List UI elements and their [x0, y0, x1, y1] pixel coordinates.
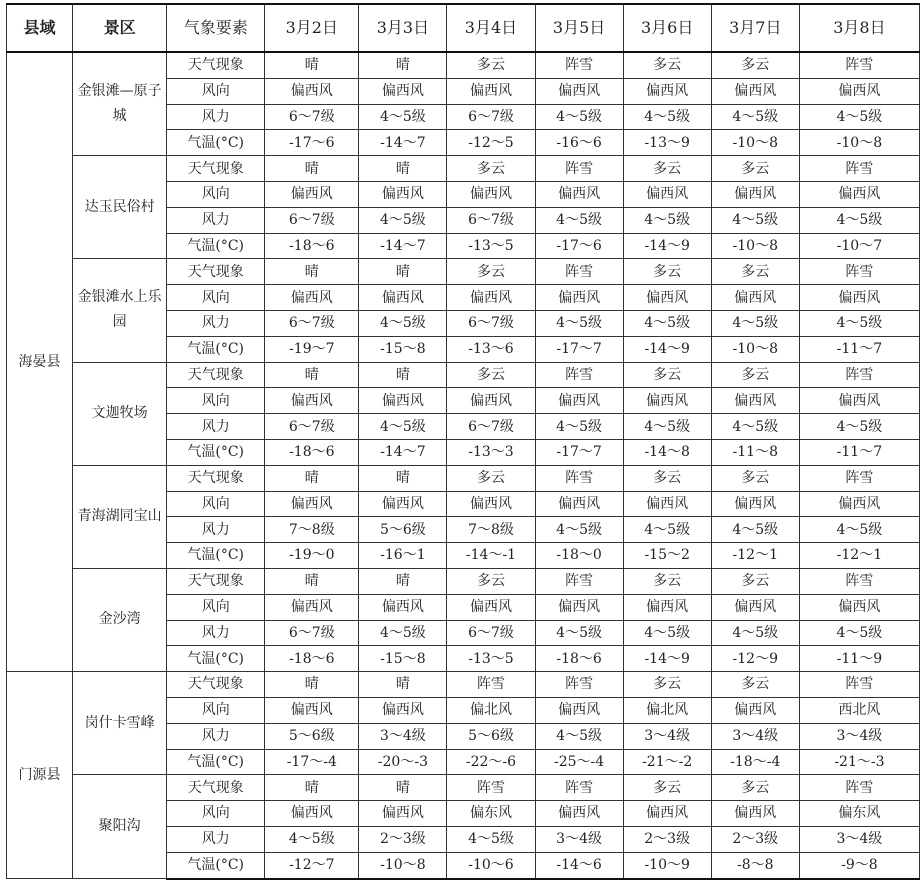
temperature-cell: -15～2	[623, 543, 711, 569]
wind-force-cell: 6～7级	[447, 310, 535, 336]
wind-force-cell: 4～5级	[623, 620, 711, 646]
wind-direction-cell: 偏西风	[535, 594, 623, 620]
temperature-cell: -10～6	[447, 852, 535, 878]
wind-direction-cell: 偏西风	[359, 78, 447, 104]
temperature-cell: -13～5	[447, 646, 535, 672]
weather-cell: 阵雪	[799, 362, 919, 388]
weather-cell: 阵雪	[535, 672, 623, 698]
element-label-wind-force: 风力	[167, 310, 265, 336]
temperature-cell: -10～8	[711, 130, 799, 156]
weather-cell: 多云	[623, 672, 711, 698]
weather-row	[7, 465, 920, 491]
wind-force-cell: 4～5级	[359, 104, 447, 130]
weather-cell: 阵雪	[799, 52, 919, 78]
wind-direction-cell: 偏西风	[711, 181, 799, 207]
element-label-wind-force: 风力	[167, 723, 265, 749]
header-date: 3月6日	[623, 4, 711, 52]
weather-cell: 晴	[359, 568, 447, 594]
weather-cell: 晴	[359, 52, 447, 78]
temperature-cell: -10～8	[711, 233, 799, 259]
wind-direction-cell: 偏西风	[535, 697, 623, 723]
weather-row	[7, 259, 920, 285]
weather-cell: 晴	[359, 775, 447, 801]
temperature-cell: -14～-1	[447, 543, 535, 569]
wind-force-cell: 4～5级	[359, 414, 447, 440]
temperature-cell: -22～-6	[447, 749, 535, 775]
wind-direction-cell: 偏西风	[265, 801, 359, 827]
wind-direction-cell: 偏西风	[359, 491, 447, 517]
element-label-weather: 天气现象	[167, 568, 265, 594]
wind-force-cell: 4～5级	[535, 723, 623, 749]
element-label-wind-direction: 风向	[167, 697, 265, 723]
header-county: 县域	[7, 4, 73, 52]
wind-force-cell: 3～4级	[623, 723, 711, 749]
wind-force-cell: 4～5级	[265, 826, 359, 852]
wind-force-cell: 3～4级	[535, 826, 623, 852]
temperature-cell: -18～6	[535, 646, 623, 672]
wind-direction-cell: 偏西风	[799, 285, 919, 311]
weather-cell: 多云	[623, 52, 711, 78]
weather-cell: 晴	[265, 775, 359, 801]
weather-cell: 阵雪	[447, 775, 535, 801]
temperature-cell: -13～6	[447, 336, 535, 362]
temperature-cell: -21～-3	[799, 749, 919, 775]
wind-direction-cell: 偏西风	[799, 594, 919, 620]
element-label-weather: 天气现象	[167, 156, 265, 182]
weather-cell: 阵雪	[799, 465, 919, 491]
weather-cell: 多云	[711, 775, 799, 801]
weather-cell: 多云	[623, 465, 711, 491]
element-label-wind-force: 风力	[167, 207, 265, 233]
weather-cell: 多云	[447, 156, 535, 182]
wind-direction-cell: 偏西风	[535, 388, 623, 414]
wind-direction-cell: 偏西风	[447, 285, 535, 311]
wind-force-cell: 6～7级	[265, 104, 359, 130]
wind-force-cell: 4～5级	[711, 310, 799, 336]
element-label-weather: 天气现象	[167, 672, 265, 698]
wind-direction-cell: 偏西风	[265, 491, 359, 517]
wind-direction-cell: 偏西风	[265, 181, 359, 207]
temperature-cell: -10～9	[623, 852, 711, 878]
element-label-temperature: 气温(°C)	[167, 852, 265, 878]
header-element: 气象要素	[167, 4, 265, 52]
wind-direction-cell: 偏西风	[447, 181, 535, 207]
temperature-cell: -17～6	[265, 130, 359, 156]
weather-cell: 阵雪	[535, 52, 623, 78]
wind-direction-cell: 偏西风	[447, 388, 535, 414]
wind-direction-cell: 偏西风	[359, 594, 447, 620]
temperature-cell: -13～5	[447, 233, 535, 259]
element-label-wind-direction: 风向	[167, 78, 265, 104]
temperature-cell: -15～8	[359, 336, 447, 362]
wind-direction-cell: 偏西风	[535, 285, 623, 311]
wind-force-cell: 4～5级	[799, 207, 919, 233]
weather-cell: 阵雪	[535, 465, 623, 491]
wind-direction-cell: 偏西风	[711, 594, 799, 620]
wind-force-cell: 4～5级	[799, 104, 919, 130]
weather-cell: 晴	[265, 465, 359, 491]
temperature-cell: -12～7	[265, 852, 359, 878]
weather-cell: 晴	[265, 259, 359, 285]
weather-cell: 多云	[623, 775, 711, 801]
temperature-cell: -14～9	[623, 646, 711, 672]
weather-cell: 晴	[265, 52, 359, 78]
wind-direction-cell: 偏西风	[447, 491, 535, 517]
element-label-temperature: 气温(°C)	[167, 749, 265, 775]
element-label-weather: 天气现象	[167, 362, 265, 388]
wind-direction-cell: 偏西风	[359, 697, 447, 723]
header-date: 3月5日	[535, 4, 623, 52]
weather-row	[7, 672, 920, 698]
wind-force-cell: 4～5级	[359, 310, 447, 336]
wind-direction-cell: 偏西风	[623, 285, 711, 311]
wind-direction-cell: 偏西风	[623, 801, 711, 827]
county-name: 门源县	[7, 672, 73, 879]
temperature-cell: -11～7	[799, 336, 919, 362]
weather-cell: 多云	[447, 362, 535, 388]
wind-force-cell: 4～5级	[535, 517, 623, 543]
wind-direction-cell: 偏西风	[359, 181, 447, 207]
temperature-cell: -16～1	[359, 543, 447, 569]
wind-force-cell: 4～5级	[799, 414, 919, 440]
element-label-wind-force: 风力	[167, 104, 265, 130]
wind-force-cell: 7～8级	[265, 517, 359, 543]
wind-force-cell: 7～8级	[447, 517, 535, 543]
weather-row	[7, 568, 920, 594]
temperature-cell: -11～8	[711, 439, 799, 465]
temperature-cell: -12～5	[447, 130, 535, 156]
wind-force-cell: 4～5级	[711, 207, 799, 233]
element-label-wind-direction: 风向	[167, 285, 265, 311]
wind-force-cell: 4～5级	[623, 414, 711, 440]
weather-cell: 多云	[711, 568, 799, 594]
wind-force-cell: 6～7级	[447, 620, 535, 646]
weather-cell: 多云	[711, 465, 799, 491]
temperature-cell: -14～7	[359, 130, 447, 156]
scenic-spot-name: 达玉民俗村	[73, 156, 167, 259]
wind-force-cell: 2～3级	[711, 826, 799, 852]
wind-force-cell: 6～7级	[265, 620, 359, 646]
scenic-spot-name: 金银滩—原子城	[73, 52, 167, 156]
wind-force-cell: 3～4级	[799, 723, 919, 749]
element-label-wind-direction: 风向	[167, 491, 265, 517]
wind-force-cell: 6～7级	[265, 414, 359, 440]
temperature-cell: -12～1	[799, 543, 919, 569]
wind-force-cell: 4～5级	[799, 620, 919, 646]
element-label-temperature: 气温(°C)	[167, 646, 265, 672]
wind-direction-cell: 偏西风	[623, 388, 711, 414]
county-name: 海晏县	[7, 52, 73, 672]
weather-cell: 晴	[359, 259, 447, 285]
wind-force-cell: 2～3级	[359, 826, 447, 852]
temperature-cell: -17～-4	[265, 749, 359, 775]
wind-force-cell: 4～5级	[359, 620, 447, 646]
temperature-cell: -25～-4	[535, 749, 623, 775]
header-date: 3月8日	[799, 4, 919, 52]
temperature-cell: -20～-3	[359, 749, 447, 775]
temperature-cell: -8～8	[711, 852, 799, 878]
temperature-cell: -18～-4	[711, 749, 799, 775]
weather-cell: 多云	[711, 259, 799, 285]
wind-direction-cell: 偏西风	[799, 181, 919, 207]
wind-force-cell: 4～5级	[711, 517, 799, 543]
temperature-cell: -12～1	[711, 543, 799, 569]
table-header-row	[7, 4, 920, 52]
wind-force-cell: 3～4级	[359, 723, 447, 749]
wind-force-cell: 6～7级	[447, 414, 535, 440]
header-date: 3月4日	[447, 4, 535, 52]
wind-direction-cell: 偏西风	[711, 801, 799, 827]
temperature-cell: -19～0	[265, 543, 359, 569]
weather-cell: 阵雪	[447, 672, 535, 698]
temperature-cell: -17～7	[535, 336, 623, 362]
weather-cell: 晴	[359, 672, 447, 698]
wind-direction-cell: 偏西风	[535, 78, 623, 104]
wind-direction-cell: 偏西风	[265, 285, 359, 311]
weather-row	[7, 52, 920, 78]
scenic-spot-name: 聚阳沟	[73, 775, 167, 879]
temperature-cell: -10～7	[799, 233, 919, 259]
temperature-cell: -10～8	[799, 130, 919, 156]
wind-force-cell: 4～5级	[623, 517, 711, 543]
weather-cell: 晴	[359, 465, 447, 491]
temperature-cell: -15～8	[359, 646, 447, 672]
weather-cell: 多云	[711, 156, 799, 182]
weather-cell: 多云	[623, 156, 711, 182]
wind-direction-cell: 偏西风	[623, 594, 711, 620]
element-label-temperature: 气温(°C)	[167, 543, 265, 569]
temperature-cell: -19～7	[265, 336, 359, 362]
temperature-cell: -14～7	[359, 439, 447, 465]
weather-row	[7, 156, 920, 182]
weather-cell: 阵雪	[799, 259, 919, 285]
weather-forecast-table	[6, 3, 920, 880]
wind-direction-cell: 偏西风	[359, 388, 447, 414]
element-label-temperature: 气温(°C)	[167, 336, 265, 362]
temperature-cell: -14～9	[623, 233, 711, 259]
wind-direction-cell: 偏西风	[623, 78, 711, 104]
element-label-wind-direction: 风向	[167, 801, 265, 827]
scenic-spot-name: 金银滩水上乐园	[73, 259, 167, 362]
weather-row	[7, 775, 920, 801]
wind-direction-cell: 偏西风	[711, 491, 799, 517]
temperature-cell: -17～6	[535, 233, 623, 259]
temperature-cell: -18～6	[265, 233, 359, 259]
weather-cell: 阵雪	[799, 568, 919, 594]
weather-row	[7, 362, 920, 388]
wind-force-cell: 4～5级	[535, 620, 623, 646]
wind-force-cell: 4～5级	[711, 104, 799, 130]
wind-direction-cell: 西北风	[799, 697, 919, 723]
element-label-temperature: 气温(°C)	[167, 233, 265, 259]
wind-force-cell: 4～5级	[535, 414, 623, 440]
wind-direction-cell: 偏东风	[799, 801, 919, 827]
temperature-cell: -18～6	[265, 646, 359, 672]
element-label-weather: 天气现象	[167, 465, 265, 491]
wind-direction-cell: 偏北风	[447, 697, 535, 723]
wind-direction-cell: 偏西风	[711, 388, 799, 414]
wind-force-cell: 4～5级	[447, 826, 535, 852]
temperature-cell: -14～8	[623, 439, 711, 465]
wind-direction-cell: 偏东风	[447, 801, 535, 827]
wind-direction-cell: 偏西风	[447, 78, 535, 104]
wind-direction-cell: 偏西风	[799, 388, 919, 414]
wind-force-cell: 4～5级	[711, 620, 799, 646]
wind-direction-cell: 偏北风	[623, 697, 711, 723]
element-label-temperature: 气温(°C)	[167, 439, 265, 465]
weather-cell: 晴	[359, 156, 447, 182]
temperature-cell: -13～9	[623, 130, 711, 156]
weather-cell: 晴	[265, 362, 359, 388]
temperature-cell: -10～8	[711, 336, 799, 362]
weather-cell: 多云	[711, 52, 799, 78]
wind-direction-cell: 偏西风	[711, 78, 799, 104]
scenic-spot-name: 金沙湾	[73, 568, 167, 671]
temperature-cell: -17～7	[535, 439, 623, 465]
wind-force-cell: 3～4级	[711, 723, 799, 749]
wind-direction-cell: 偏西风	[711, 285, 799, 311]
wind-direction-cell: 偏西风	[535, 801, 623, 827]
element-label-wind-direction: 风向	[167, 181, 265, 207]
wind-direction-cell: 偏西风	[535, 181, 623, 207]
weather-cell: 晴	[265, 156, 359, 182]
scenic-spot-name: 文迦牧场	[73, 362, 167, 465]
temperature-cell: -9～8	[799, 852, 919, 878]
element-label-weather: 天气现象	[167, 775, 265, 801]
weather-cell: 多云	[623, 568, 711, 594]
temperature-cell: -11～9	[799, 646, 919, 672]
wind-direction-cell: 偏西风	[623, 181, 711, 207]
temperature-cell: -14～7	[359, 233, 447, 259]
wind-force-cell: 4～5级	[623, 310, 711, 336]
weather-cell: 阵雪	[799, 775, 919, 801]
element-label-wind-force: 风力	[167, 517, 265, 543]
wind-force-cell: 6～7级	[265, 310, 359, 336]
weather-cell: 多云	[447, 465, 535, 491]
wind-force-cell: 2～3级	[623, 826, 711, 852]
element-label-wind-direction: 风向	[167, 388, 265, 414]
wind-force-cell: 5～6级	[359, 517, 447, 543]
wind-force-cell: 5～6级	[447, 723, 535, 749]
wind-direction-cell: 偏西风	[799, 78, 919, 104]
weather-cell: 多云	[711, 672, 799, 698]
temperature-cell: -16～6	[535, 130, 623, 156]
wind-direction-cell: 偏西风	[265, 388, 359, 414]
weather-cell: 多云	[711, 362, 799, 388]
scenic-spot-name: 岗什卡雪峰	[73, 672, 167, 775]
wind-direction-cell: 偏西风	[265, 78, 359, 104]
weather-cell: 阵雪	[535, 362, 623, 388]
weather-cell: 阵雪	[535, 156, 623, 182]
wind-force-cell: 4～5级	[535, 310, 623, 336]
wind-force-cell: 6～7级	[447, 104, 535, 130]
wind-force-cell: 4～5级	[799, 310, 919, 336]
weather-cell: 晴	[265, 672, 359, 698]
weather-cell: 多云	[447, 259, 535, 285]
weather-cell: 多云	[623, 259, 711, 285]
wind-force-cell: 3～4级	[799, 826, 919, 852]
weather-cell: 阵雪	[535, 775, 623, 801]
wind-force-cell: 6～7级	[265, 207, 359, 233]
wind-direction-cell: 偏西风	[447, 594, 535, 620]
header-spot: 景区	[73, 4, 167, 52]
header-date: 3月7日	[711, 4, 799, 52]
header-date: 3月2日	[265, 4, 359, 52]
temperature-cell: -18～0	[535, 543, 623, 569]
temperature-cell: -14～9	[623, 336, 711, 362]
scenic-spot-name: 青海湖同宝山	[73, 465, 167, 568]
weather-cell: 晴	[359, 362, 447, 388]
temperature-cell: -10～8	[359, 852, 447, 878]
wind-force-cell: 4～5级	[623, 104, 711, 130]
wind-direction-cell: 偏西风	[359, 285, 447, 311]
weather-cell: 阵雪	[535, 259, 623, 285]
wind-direction-cell: 偏西风	[623, 491, 711, 517]
element-label-wind-direction: 风向	[167, 594, 265, 620]
element-label-weather: 天气现象	[167, 52, 265, 78]
element-label-weather: 天气现象	[167, 259, 265, 285]
temperature-cell: -21～-2	[623, 749, 711, 775]
temperature-cell: -13～3	[447, 439, 535, 465]
weather-cell: 多云	[623, 362, 711, 388]
wind-direction-cell: 偏西风	[799, 491, 919, 517]
weather-cell: 晴	[265, 568, 359, 594]
temperature-cell: -14～6	[535, 852, 623, 878]
temperature-cell: -12～9	[711, 646, 799, 672]
element-label-wind-force: 风力	[167, 826, 265, 852]
element-label-temperature: 气温(°C)	[167, 130, 265, 156]
header-date: 3月3日	[359, 4, 447, 52]
wind-direction-cell: 偏西风	[359, 801, 447, 827]
wind-force-cell: 5～6级	[265, 723, 359, 749]
weather-cell: 阵雪	[535, 568, 623, 594]
temperature-cell: -18～6	[265, 439, 359, 465]
wind-force-cell: 4～5级	[711, 414, 799, 440]
wind-direction-cell: 偏西风	[265, 594, 359, 620]
weather-cell: 阵雪	[799, 156, 919, 182]
wind-direction-cell: 偏西风	[711, 697, 799, 723]
wind-force-cell: 4～5级	[799, 517, 919, 543]
wind-direction-cell: 偏西风	[265, 697, 359, 723]
wind-force-cell: 4～5级	[623, 207, 711, 233]
wind-force-cell: 4～5级	[359, 207, 447, 233]
wind-direction-cell: 偏西风	[535, 491, 623, 517]
weather-cell: 阵雪	[799, 672, 919, 698]
temperature-cell: -11～7	[799, 439, 919, 465]
wind-force-cell: 6～7级	[447, 207, 535, 233]
wind-force-cell: 4～5级	[535, 104, 623, 130]
weather-cell: 多云	[447, 568, 535, 594]
table-body	[7, 52, 920, 879]
weather-cell: 多云	[447, 52, 535, 78]
element-label-wind-force: 风力	[167, 620, 265, 646]
wind-force-cell: 4～5级	[535, 207, 623, 233]
element-label-wind-force: 风力	[167, 414, 265, 440]
